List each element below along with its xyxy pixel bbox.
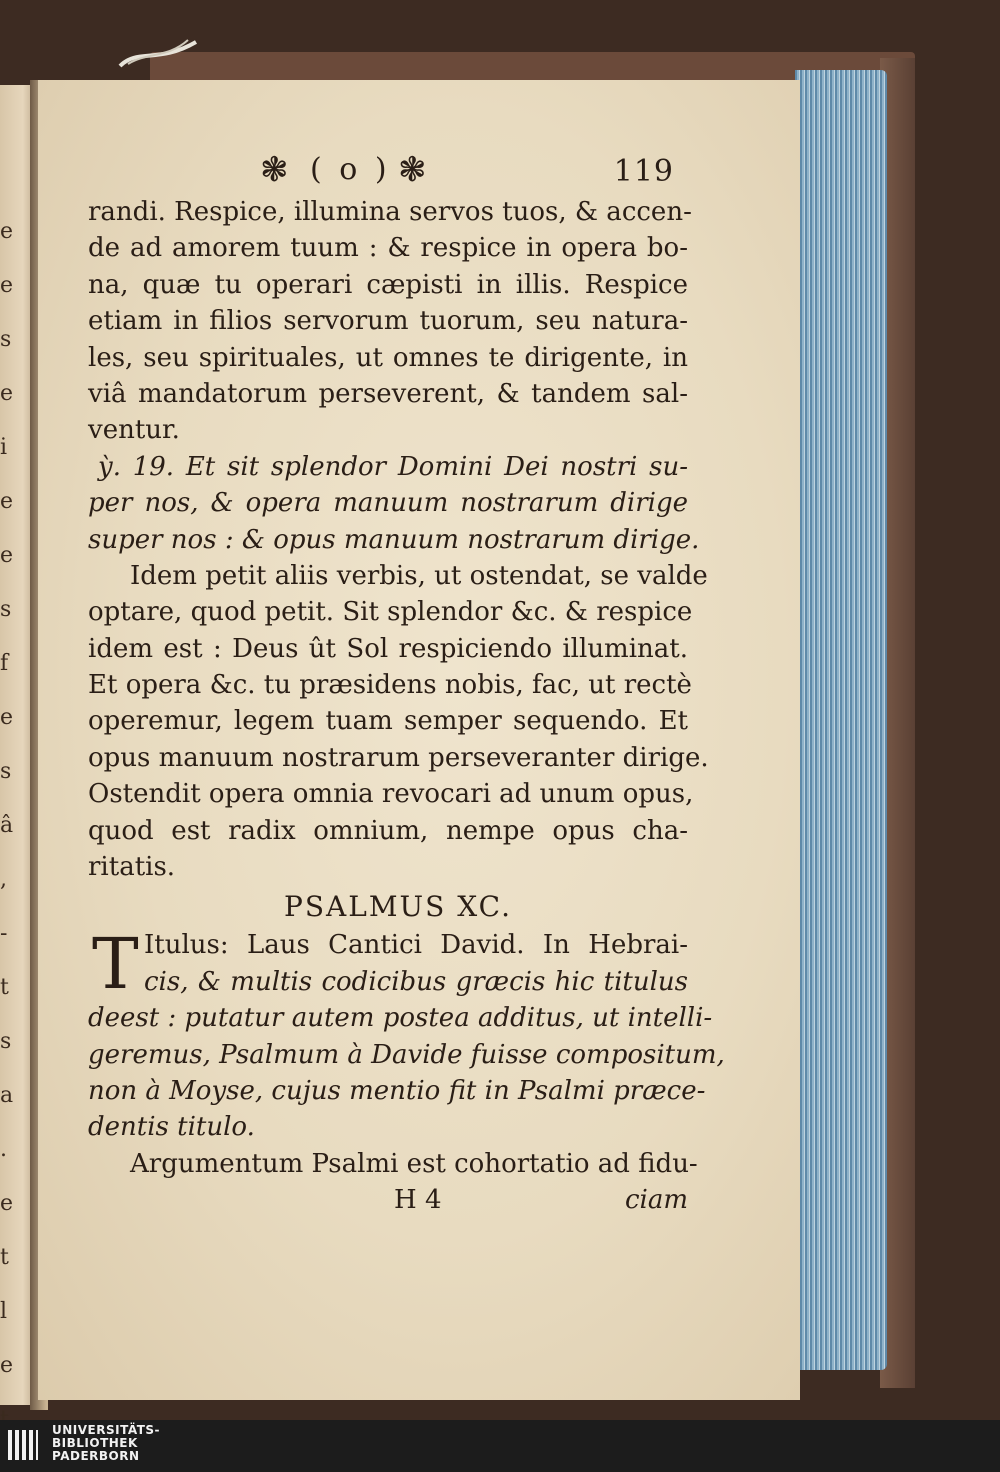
- text-line: na, quæ tu operari cæpisti in illis. Respice: [88, 269, 688, 300]
- commentary-line: operemur, legem tuam semper sequendo. Et: [88, 706, 688, 737]
- commentary-line: idem est : Deus ût Sol respiciendo illuminat.: [88, 633, 688, 664]
- text-line: randi. Respice, illumina servos tuos, & accen-: [88, 197, 692, 227]
- left-page-letter: e: [0, 1353, 14, 1378]
- left-page-letter: -: [0, 921, 8, 946]
- bookmark-thread: [118, 38, 198, 68]
- commentary-line: Idem petit aliis verbis, ut ostendat, se valde: [130, 560, 708, 591]
- text-line: ventur.: [88, 415, 180, 446]
- left-page-letter: â: [0, 813, 14, 838]
- title-line: Itulus: Laus Cantici David. In Hebrai-: [144, 930, 688, 961]
- signature-mark: H 4: [394, 1185, 442, 1216]
- title-line: dentis titulo.: [88, 1112, 255, 1143]
- left-page-letters: [0, 205, 14, 1447]
- left-page-letter: e: [0, 219, 14, 244]
- logo-line: BIBLIOTHEK: [52, 1436, 138, 1450]
- text-line: de ad amorem tuum : & respice in opera bo-: [88, 233, 688, 264]
- commentary-line: quod est radix omnium, nempe opus cha-: [88, 815, 688, 846]
- library-logo-bar: [0, 1420, 1000, 1472]
- commentary-line: Et opera &c. tu præsidens nobis, fac, ut rectè: [88, 670, 692, 701]
- title-line: geremus, Psalmum à Davide fuisse compositum,: [88, 1039, 725, 1070]
- commentary-line: optare, quod petit. Sit splendor &c. & respice: [88, 597, 693, 628]
- verse-line: per nos, & opera manuum nostrarum dirige: [88, 488, 688, 519]
- drop-cap: T: [92, 923, 139, 1006]
- left-page-letter: f: [0, 651, 9, 676]
- left-page-letter: s: [0, 327, 12, 352]
- ornament-right-icon: ❃: [398, 150, 427, 190]
- left-page-letter: t: [0, 975, 9, 1000]
- logo-line: UNIVERSITÄTS-: [52, 1423, 161, 1437]
- left-page-letter: s: [0, 1029, 12, 1054]
- left-page-letter: l: [0, 1299, 8, 1324]
- library-logo-icon: [6, 1424, 46, 1464]
- commentary-line: opus manuum nostrarum perseveranter dirige.: [88, 742, 709, 773]
- library-logo-text: [52, 1424, 160, 1463]
- text-line: etiam in filios servorum tuorum, seu natura-: [88, 306, 688, 337]
- left-page-letter: e: [0, 543, 14, 568]
- page-footer: [88, 1182, 688, 1218]
- page-number: 119: [613, 154, 674, 189]
- psalm-heading: PSALMUS XC.: [284, 890, 512, 924]
- argument-line: Argumentum Psalmi est cohortatio ad fidu-: [130, 1148, 698, 1179]
- page-edges: [795, 70, 887, 1370]
- left-page-letter: a: [0, 1083, 14, 1108]
- left-page-letter: e: [0, 705, 14, 730]
- left-page-letter: e: [0, 273, 14, 298]
- catchword: ciam: [624, 1185, 688, 1216]
- left-page-letter: s: [0, 597, 12, 622]
- title-paragraph: [88, 923, 725, 1145]
- logo-line: PADERBORN: [52, 1449, 140, 1463]
- header-signature-mark: ( o ): [310, 152, 391, 187]
- text-line: les, seu spirituales, ut omnes te dirigente, in: [88, 342, 688, 373]
- title-line: cis, & multis codicibus græcis hic titulus: [144, 966, 688, 997]
- left-page-letter: s: [0, 759, 12, 784]
- text-line: viâ mandatorum perseverent, & tandem sal-: [88, 378, 688, 409]
- left-page-letter: .: [0, 1137, 7, 1162]
- running-header: [88, 150, 688, 194]
- left-page-letter: e: [0, 1191, 14, 1216]
- left-page-letter: i: [0, 435, 8, 460]
- commentary-line: ritatis.: [88, 852, 176, 883]
- left-page-letter: ,: [0, 867, 7, 892]
- verse-line: super nos : & opus manuum nostrarum dirige.: [88, 524, 700, 555]
- left-page-letter: e: [0, 381, 14, 406]
- left-page-letter: e: [0, 489, 14, 514]
- ornament-left-icon: ❃: [260, 150, 289, 190]
- left-page-letter: t: [0, 1245, 9, 1270]
- verse-line: ỳ. 19. Et sit splendor Domini Dei nostri su-: [98, 451, 688, 482]
- commentary-line: Ostendit opera omnia revocari ad unum opus,: [88, 779, 694, 810]
- title-line: deest : putatur autem postea additus, ut intelli-: [88, 1003, 713, 1034]
- title-line: non à Moyse, cujus mentio fit in Psalmi præce-: [88, 1075, 706, 1106]
- page-text: [88, 150, 725, 1218]
